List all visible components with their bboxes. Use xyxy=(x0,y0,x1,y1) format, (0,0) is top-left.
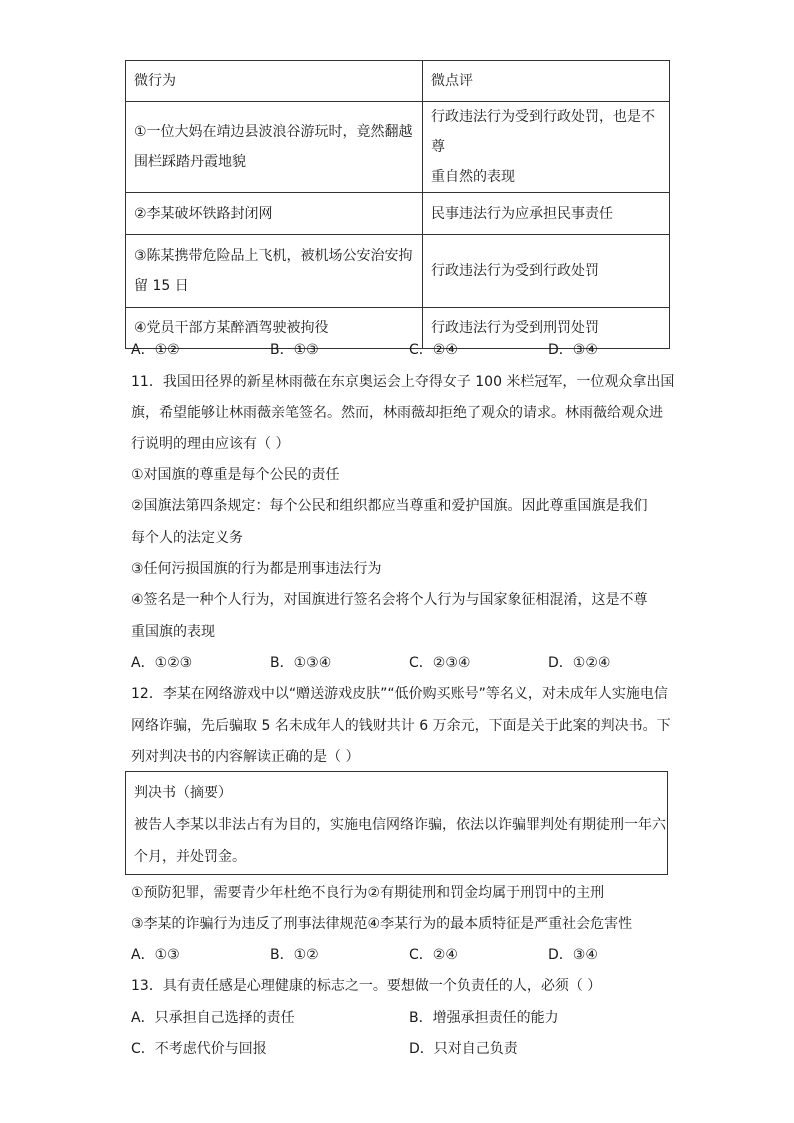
q13-option-a: A．只承担自己选择的责任 xyxy=(131,1010,295,1026)
verdict-title: 判决书（摘要） xyxy=(134,785,232,801)
q13-option-b: B．增强承担责任的能力 xyxy=(409,1010,559,1026)
table-cell-behavior: ④党员干部方某醉酒驾驶被拘役 xyxy=(126,308,423,349)
q11-stem-line: 旗，希望能够让林雨薇亲笔签名。然而，林雨薇却拒绝了观众的请求。林雨薇给观众进 xyxy=(131,405,663,421)
q11-stem-line: 行说明的理由应该有（ ） xyxy=(131,436,290,452)
q11-item: ③任何污损国旗的行为都是刑事违法行为 xyxy=(131,561,382,577)
verdict-box xyxy=(125,771,668,875)
q10-option-c: C．②④ xyxy=(409,342,458,358)
q11-option-b: B．①③④ xyxy=(270,655,332,671)
q10-option-b: B．①③ xyxy=(270,342,319,358)
table-row xyxy=(126,102,670,193)
verdict-text: 个月，并处罚金。 xyxy=(134,849,246,865)
table-cell-comment: 行政违法行为受到行政处罚 xyxy=(423,235,670,308)
q13-option-c: C．不考虑代价与回报 xyxy=(131,1041,267,1057)
table-cell-comment: 民事违法行为应承担民事责任 xyxy=(423,193,670,235)
q11-item: 重国旗的表现 xyxy=(131,624,215,640)
table-row xyxy=(126,193,670,235)
q12-item: ③李某的诈骗行为违反了刑事法律规范④李某行为的最本质特征是严重社会危害性 xyxy=(131,916,633,932)
q12-option-c: C．②④ xyxy=(409,947,458,963)
q11-item: ②国旗法第四条规定：每个公民和组织都应当尊重和爱护国旗。因此尊重国旗是我们 xyxy=(131,498,648,514)
q11-stem-line: 11．我国田径界的新星林雨薇在东京奥运会上夺得女子 100 米栏冠军，一位观众拿出国 xyxy=(131,374,675,390)
q12-item: ①预防犯罪，需要青少年杜绝不良行为②有期徒刑和罚金均属于刑罚中的主刑 xyxy=(131,885,605,901)
q11-option-d: D．①②④ xyxy=(548,655,611,671)
q11-item: ①对国旗的尊重是每个公民的责任 xyxy=(131,467,340,483)
q13-stem: 13．具有责任感是心理健康的标志之一。要想做一个负责任的人，必须（ ） xyxy=(131,978,602,994)
table-cell-comment: 行政违法行为受到行政处罚，也是不尊 重自然的表现 xyxy=(423,102,670,193)
q10-option-a: A．①② xyxy=(131,342,180,358)
q11-option-c: C．②③④ xyxy=(409,655,471,671)
q12-stem-line: 列对判决书的内容解读正确的是（ ） xyxy=(131,749,360,765)
table-cell-behavior: ①一位大妈在靖边县波浪谷游玩时，竟然翻越 围栏踩踏丹霞地貌 xyxy=(126,102,423,193)
table-header-row xyxy=(126,61,670,102)
q12-stem-line: 网络诈骗，先后骗取 5 名未成年人的钱财共计 6 万余元，下面是关于此案的判决书。下 xyxy=(131,718,671,734)
q12-option-a: A．①③ xyxy=(131,947,180,963)
table-header-behavior: 微行为 xyxy=(126,61,423,102)
table-header-comment: 微点评 xyxy=(423,61,670,102)
table-row xyxy=(126,235,670,308)
q11-option-a: A．①②③ xyxy=(131,655,193,671)
table-cell-comment: 行政违法行为受到刑罚处罚 xyxy=(423,308,670,349)
table-cell-behavior: ②李某破坏铁路封闭网 xyxy=(126,193,423,235)
verdict-text: 被告人李某以非法占有为目的，实施电信网络诈骗，依法以诈骗罪判处有期徒刑一年六 xyxy=(134,817,666,833)
q11-item: ④签名是一种个人行为，对国旗进行签名会将个人行为与国家象征相混淆，这是不尊 xyxy=(131,592,648,608)
q13-option-d: D．只对自己负责 xyxy=(409,1041,518,1057)
table-cell-behavior: ③陈某携带危险品上飞机，被机场公安治安拘 留 15 日 xyxy=(126,235,423,308)
q12-option-b: B．①② xyxy=(270,947,319,963)
behavior-comment-table xyxy=(125,60,670,349)
q11-item: 每个人的法定义务 xyxy=(131,530,243,546)
q12-option-d: D．③④ xyxy=(548,947,598,963)
q10-option-d: D．③④ xyxy=(548,342,598,358)
q12-stem-line: 12．李某在网络游戏中以“赠送游戏皮肤”“低价购买账号”等名义，对未成年人实施电信 xyxy=(131,686,668,702)
